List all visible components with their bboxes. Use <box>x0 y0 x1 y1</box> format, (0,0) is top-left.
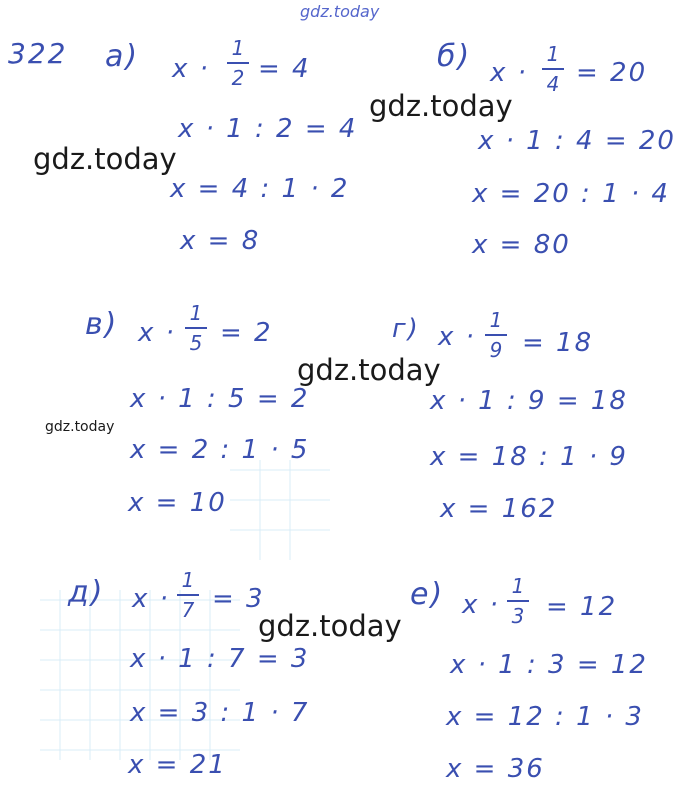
equation-right-d: = 3 <box>212 584 265 614</box>
step-g-2: x = 18 : 1 · 9 <box>430 442 628 472</box>
part-label-v: в) <box>85 307 119 342</box>
fraction-numerator-a: 1 <box>231 36 245 60</box>
fraction-numerator-v: 1 <box>189 301 203 325</box>
fraction-denominator-g: 9 <box>489 338 503 362</box>
part-label-g: г) <box>392 314 420 344</box>
problem-number: 322 <box>8 37 68 70</box>
step-e-3: x = 36 <box>446 754 545 784</box>
step-e-1: x · 1 : 3 = 12 <box>450 650 648 680</box>
fraction-bar-g <box>485 334 507 336</box>
fraction-numerator-e: 1 <box>511 574 525 598</box>
step-b-1: x · 1 : 4 = 20 <box>478 126 676 156</box>
watermark: gdz.today <box>297 353 441 387</box>
watermark: gdz.today <box>33 142 177 176</box>
fraction-denominator-a: 2 <box>231 66 245 90</box>
part-label-e: е) <box>410 577 445 612</box>
step-d-2: x = 3 : 1 · 7 <box>130 698 310 728</box>
fraction-numerator-b: 1 <box>546 42 560 66</box>
step-a-2: x = 4 : 1 · 2 <box>170 174 350 204</box>
equation-right-v: = 2 <box>220 318 273 348</box>
watermark-top: gdz.today <box>300 2 380 21</box>
fraction-bar-d <box>177 594 199 596</box>
equation-right-b: = 20 <box>576 58 648 88</box>
watermark-small: gdz.today <box>45 419 115 435</box>
step-a-3: x = 8 <box>180 226 261 256</box>
part-label-a: а) <box>105 39 140 74</box>
part-label-d: д) <box>68 575 105 610</box>
part-label-b: б) <box>437 39 472 74</box>
equation-left-g: x · <box>438 322 476 352</box>
watermark: gdz.today <box>258 609 402 643</box>
fraction-bar-b <box>542 68 564 70</box>
step-b-2: x = 20 : 1 · 4 <box>472 179 670 209</box>
fraction-bar-v <box>185 327 207 329</box>
watermark: gdz.today <box>369 89 513 123</box>
equation-right-e: = 12 <box>546 592 618 622</box>
fraction-denominator-e: 3 <box>511 604 525 628</box>
equation-right-a: = 4 <box>258 54 311 84</box>
equation-left-d: x · <box>132 584 170 614</box>
step-v-3: x = 10 <box>128 488 227 518</box>
step-g-3: x = 162 <box>440 494 558 524</box>
step-a-1: x · 1 : 2 = 4 <box>178 114 358 144</box>
fraction-numerator-d: 1 <box>181 568 195 592</box>
fraction-numerator-g: 1 <box>489 308 503 332</box>
equation-left-e: x · <box>462 590 500 620</box>
step-b-3: x = 80 <box>472 230 571 260</box>
step-v-1: x · 1 : 5 = 2 <box>130 384 310 414</box>
step-d-1: x · 1 : 7 = 3 <box>130 644 310 674</box>
fraction-bar-e <box>507 600 529 602</box>
fraction-bar-a <box>227 62 249 64</box>
equation-left-b: x · <box>490 58 528 88</box>
step-e-2: x = 12 : 1 · 3 <box>446 702 644 732</box>
fraction-denominator-d: 7 <box>181 598 195 622</box>
fraction-denominator-v: 5 <box>189 331 203 355</box>
equation-left-v: x · <box>138 318 176 348</box>
equation-left-a: x · <box>172 54 210 84</box>
step-g-1: x · 1 : 9 = 18 <box>430 386 628 416</box>
fraction-denominator-b: 4 <box>546 72 560 96</box>
equation-right-g: = 18 <box>522 328 594 358</box>
step-d-3: x = 21 <box>128 750 227 780</box>
step-v-2: x = 2 : 1 · 5 <box>130 435 310 465</box>
